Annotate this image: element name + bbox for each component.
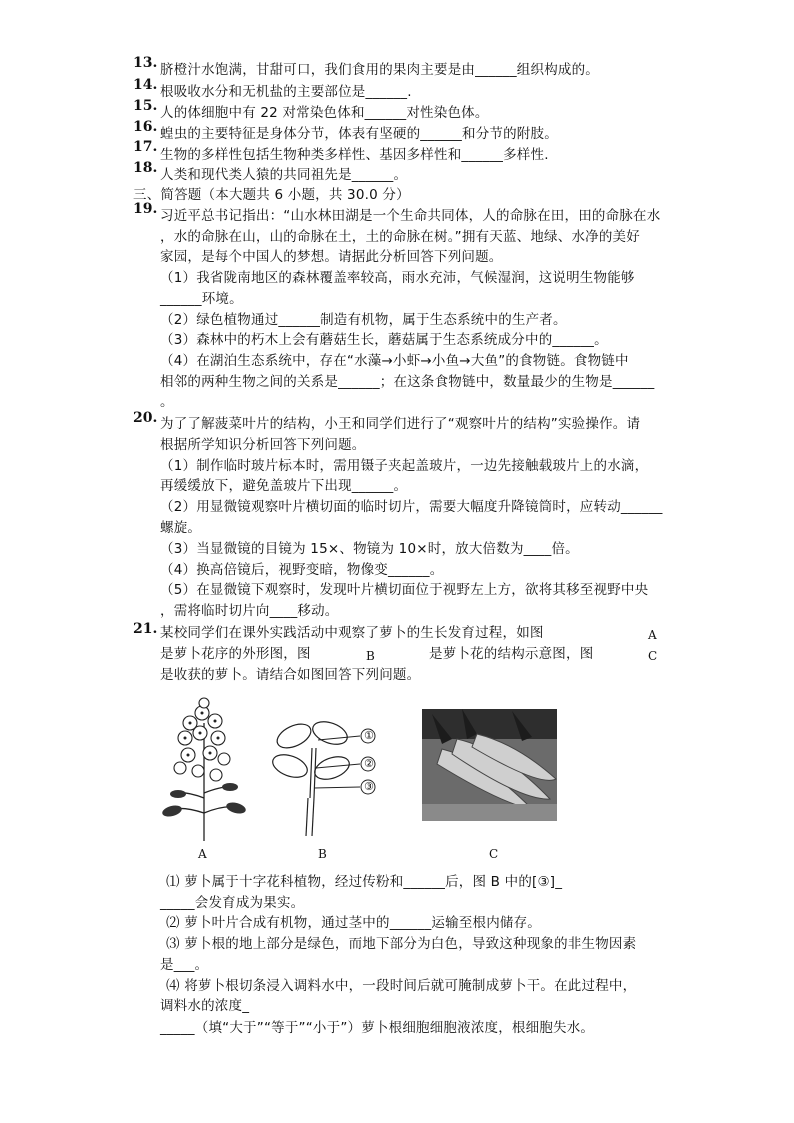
q19-line: 习近平总书记指出：“山水林田湖是一个生命共同体，人的命脉在田，田的命脉在水	[160, 208, 661, 224]
question-number: 15.	[133, 98, 158, 114]
q21-figure-ref: B	[366, 649, 376, 663]
harvested-radish-photo	[422, 709, 557, 821]
question-number: 17.	[133, 139, 158, 155]
q21-figure-ref: A	[648, 628, 657, 642]
question-number: 21.	[133, 621, 158, 637]
figure-label: B	[318, 847, 327, 861]
q20-line: ，需将临时切片向____移动。	[160, 603, 339, 619]
question-number: 14.	[133, 77, 158, 93]
q21-sub-line: ⑴ 萝卜属于十字花科植物，经过传粉和______后，图 B 中的[③]_	[166, 874, 563, 890]
q19-line: （1）我省陇南地区的森林覆盖率较高，雨水充沛，气候湿润，这说明生物能够	[160, 270, 635, 286]
question-number: 16.	[133, 119, 158, 135]
question-text: 人的体细胞中有 22 对常染色体和______对性染色体。	[160, 105, 489, 121]
section-header: 三、简答题（本大题共 6 小题，共 30.0 分）	[133, 187, 410, 203]
figure-label: C	[489, 847, 499, 861]
question-text: 人类和现代类人猿的共同祖先是______。	[160, 167, 408, 183]
q19-line: （3）森林中的朽木上会有蘑菇生长，蘑菇属于生态系统成分中的______。	[160, 332, 608, 348]
question-number: 18.	[133, 160, 158, 176]
part-label: ②	[364, 757, 375, 770]
figure-label: A	[198, 847, 207, 861]
q21-line: 是萝卜花序的外形图，图	[160, 646, 311, 662]
q21-sub-line: 调料水的浓度_	[160, 998, 250, 1014]
question-text: 生物的多样性包括生物种类多样性、基因多样性和______多样性.	[160, 147, 549, 163]
q21-sub-line: 是___。	[160, 957, 209, 973]
question-number: 19.	[133, 201, 158, 217]
q21-sub-line: ⑷ 将萝卜根切条浸入调料水中，一段时间后就可腌制成萝卜干。在此过程中，	[166, 978, 637, 994]
q20-line: （1）制作临时玻片标本时，需用镊子夹起盖玻片，一边先接触载玻片上的水滴，	[160, 458, 649, 474]
q19-line: ______环境。	[160, 291, 243, 307]
q21-sub-line: _____会发育成为果实。	[160, 895, 305, 911]
q19-line: （2）绿色植物通过______制造有机物，属于生态系统中的生产者。	[160, 312, 567, 328]
q21-figure-ref: C	[648, 649, 658, 663]
question-number: 20.	[133, 410, 158, 426]
q21-sub-line: ⑵ 萝卜叶片合成有机物，通过茎中的______运输至根内储存。	[166, 915, 541, 931]
q20-line: （2）用显微镜观察叶片横切面的临时切片，需要大幅度升降镜筒时，应转动______	[160, 499, 663, 515]
part-label: ③	[364, 780, 375, 793]
question-text: 根吸收水分和无机盐的主要部位是______.	[160, 84, 412, 100]
q20-line: 为了了解菠菜叶片的结构，小王和同学们进行了“观察叶片的结构”实验操作。请	[160, 416, 641, 432]
q21-line: 是收获的萝卜。请结合如图回答下列问题。	[160, 667, 421, 683]
q21-sub-line: ⑶ 萝卜根的地上部分是绿色，而地下部分为白色，导致这种现象的非生物因素	[166, 936, 637, 952]
q20-line: （4）换高倍镜后，视野变暗，物像变______。	[160, 562, 444, 578]
q20-line: （3）当显微镜的目镜为 15×、物镜为 10×时，放大倍数为____倍。	[160, 541, 579, 557]
q21-sub-line: _____（填“大于”“等于”“小于”）萝卜根细胞细胞液浓度，根细胞失水。	[160, 1020, 595, 1036]
question-number: 13.	[133, 55, 158, 71]
q19-line: 相邻的两种生物之间的关系是______；在这条食物链中，数量最少的生物是______	[160, 374, 655, 390]
q20-line: （5）在显微镜下观察时，发现叶片横切面位于视野左上方，欲将其移至视野中央	[160, 582, 649, 598]
question-text: 蝗虫的主要特征是身体分节，体表有坚硬的______和分节的附肢。	[160, 126, 558, 142]
radish-inflorescence-figure	[160, 693, 248, 843]
question-text: 脐橙汁水饱满，甘甜可口，我们食用的果肉主要是由______组织构成的。	[160, 62, 599, 78]
q19-line: 家园，是每个中国人的梦想。请据此分析回答下列问题。	[160, 249, 503, 265]
q21-line: 是萝卜花的结构示意图，图	[429, 646, 594, 662]
q20-line: 螺旋。	[160, 520, 202, 536]
q20-line: 再缓缓放下，避免盖玻片下出现______。	[160, 478, 408, 494]
q19-line: （4）在湖泊生态系统中，存在“水藻→小虾→小鱼→大鱼”的食物链。食物链中	[160, 353, 629, 369]
q20-line: 根据所学知识分析回答下列问题。	[160, 437, 366, 453]
q19-line: ，水的命脉在山，山的命脉在土，土的命脉在树。”拥有天蓝、地绿、水净的美好	[160, 229, 640, 245]
q19-line: 。	[160, 394, 174, 410]
q21-line: 某校同学们在课外实践活动中观察了萝卜的生长发育过程，如图	[160, 625, 544, 641]
part-label: ①	[364, 729, 375, 742]
